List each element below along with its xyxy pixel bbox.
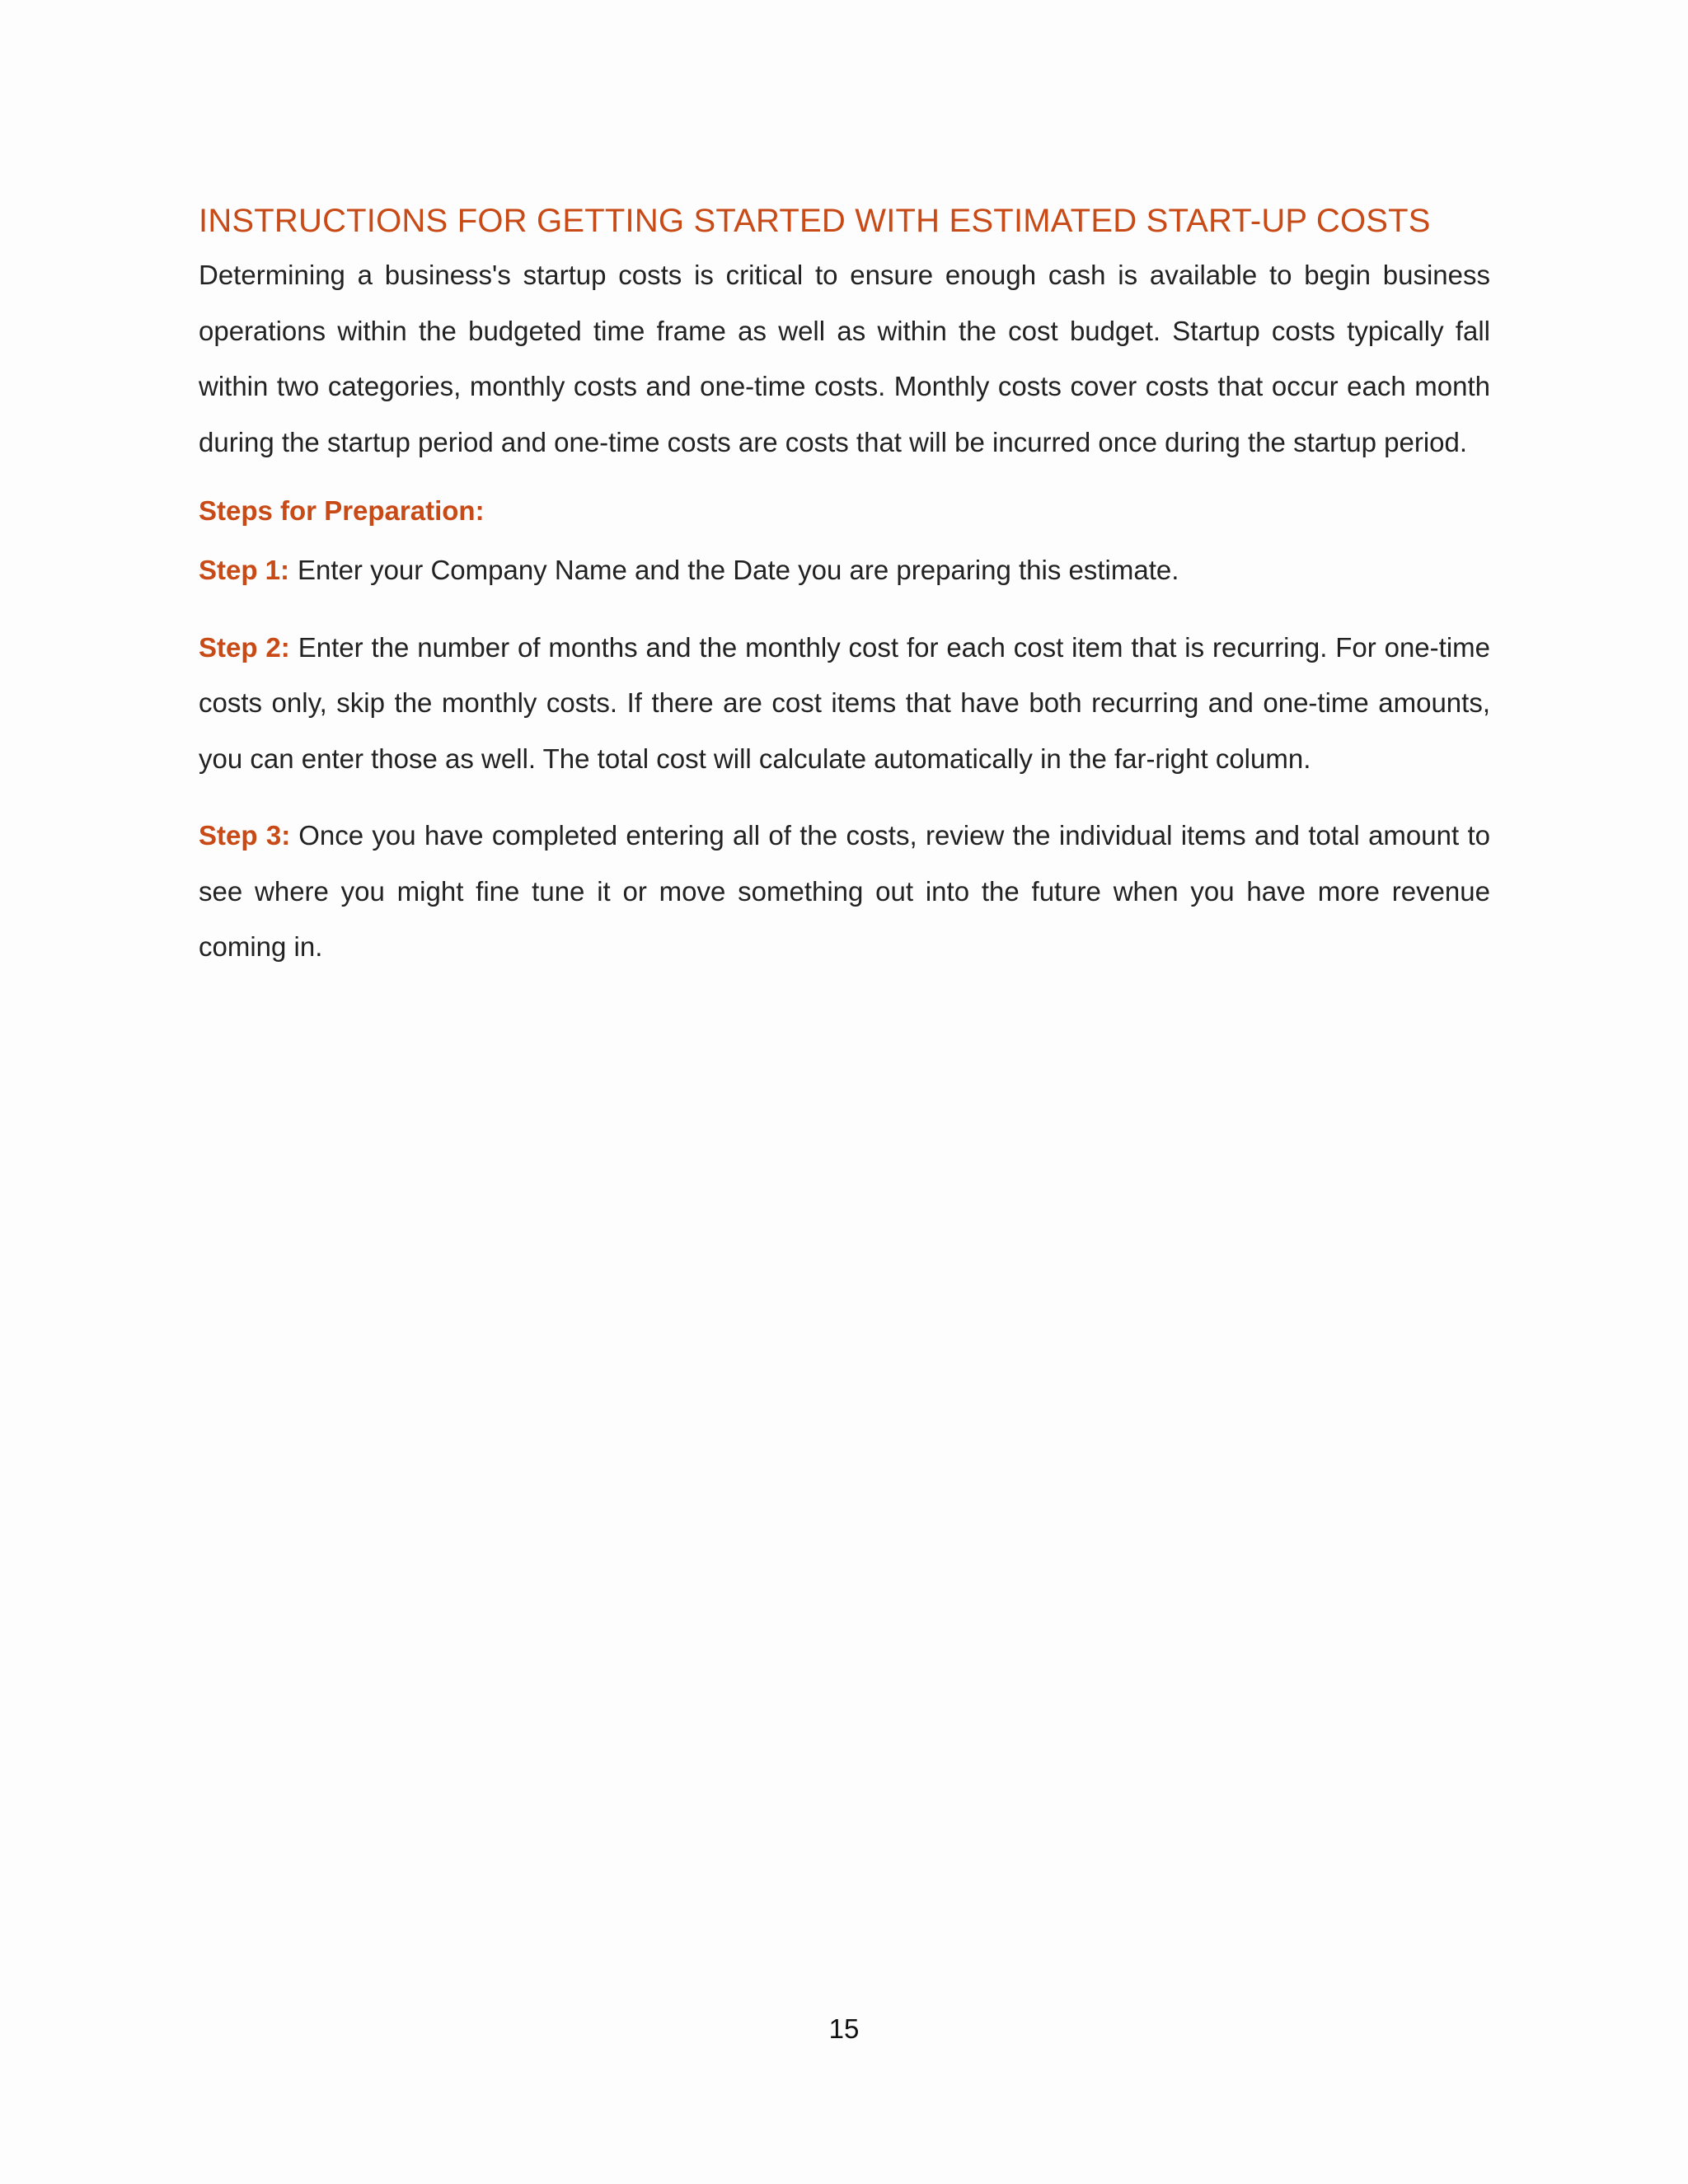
section-heading: INSTRUCTIONS FOR GETTING STARTED WITH ESTIMATED START-UP COSTS xyxy=(199,203,1431,239)
steps-heading: Steps for Preparation: xyxy=(199,495,485,526)
step-3-text: Once you have completed entering all of the costs, review the individual items and total amount to see where you might fine tune it or move something out into the future when you have more revenue coming in. xyxy=(199,820,1491,962)
step-3 xyxy=(199,808,1490,975)
step-2 xyxy=(199,620,1490,787)
step-1-label: Step 1: xyxy=(199,555,290,585)
page-content xyxy=(199,198,1490,996)
step-2-text: Enter the number of months and the monthly cost for each cost item that is recurring. For one-time costs only, skip the monthly costs. If there are cost items that have both recurring and one-time amounts, you can enter those as well. The total cost will calculate automatically in the far-right column. xyxy=(199,631,1490,774)
step-1-text: Enter your Company Name and the Date you are preparing this estimate. xyxy=(298,555,1179,585)
step-2-label: Step 2: xyxy=(199,631,290,663)
step-3-label: Step 3: xyxy=(199,820,291,851)
step-1 xyxy=(199,542,1490,598)
intro-paragraph: Determining a business's startup costs is critical to ensure enough cash is available to begin business operations within the budgeted time frame as well as within the cost budget. Startup costs typically fall within two categories, monthly costs and one-time costs. Monthly costs cover costs that occur each month during the startup period and one-time costs are costs that will be incurred once during the startup period. xyxy=(199,260,1490,457)
page-number: 15 xyxy=(828,2013,860,2044)
